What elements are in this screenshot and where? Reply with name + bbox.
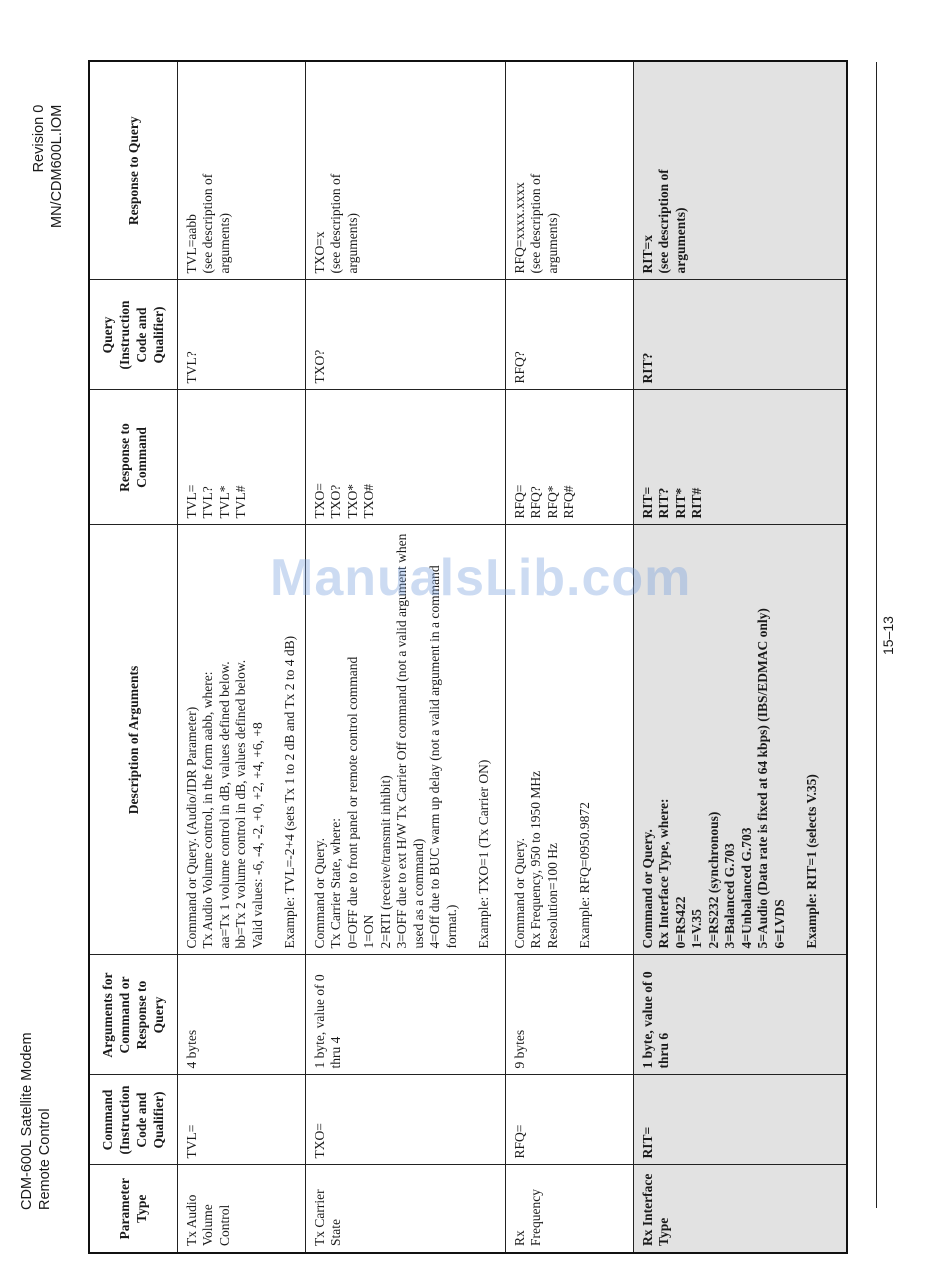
cell-command: RIT= bbox=[633, 1075, 847, 1165]
response-line: RFQ= bbox=[511, 484, 527, 519]
table-row bbox=[505, 61, 633, 1253]
header-query: Query (Instruction Code and Qualifier) bbox=[89, 280, 177, 390]
response-line: TVL= bbox=[183, 484, 199, 519]
query-response-line: (see description of bbox=[656, 169, 671, 274]
description-line: 3=Balanced G.703 bbox=[722, 843, 737, 949]
response-line: TXO= bbox=[311, 483, 327, 519]
cell-response-to-command bbox=[305, 390, 505, 525]
cell-parameter-type: Tx Carrier State bbox=[305, 1165, 505, 1253]
cell-arguments: 1 byte, value of 0 thru 6 bbox=[633, 955, 847, 1075]
header-arguments: Arguments for Command or Response to Query bbox=[89, 955, 177, 1075]
command-table bbox=[88, 60, 848, 1254]
description-line: Command or Query. bbox=[511, 838, 527, 949]
response-line: RIT# bbox=[689, 487, 704, 519]
cell-command: RFQ= bbox=[505, 1075, 633, 1165]
response-line: RIT* bbox=[672, 487, 688, 519]
query-response-line: (see description of bbox=[328, 173, 343, 274]
description-example: Example: RIT=1 (selects V.35) bbox=[804, 774, 819, 949]
description-example: Example: TVL=-2+4 (sets Tx 1 to 2 dB and Tx 2 to 4 dB) bbox=[282, 635, 297, 949]
description-line: Command or Query. bbox=[311, 838, 327, 949]
description-line: 3=OFF due to ext H/W Tx Carrier Off command (not a valid argument when used as a command) bbox=[394, 533, 426, 949]
cell-query: TXO? bbox=[305, 280, 505, 390]
header-document-id: MN/CDM600L.IOM bbox=[49, 104, 65, 228]
query-response-line: arguments) bbox=[216, 213, 232, 274]
query-response-line: RIT=x bbox=[639, 235, 655, 274]
header-product-title: CDM-600L Satellite Modem bbox=[19, 1032, 35, 1210]
page-number: 15–13 bbox=[880, 616, 896, 655]
cell-response-to-query bbox=[505, 61, 633, 280]
cell-parameter-type: Rx Interface Type bbox=[633, 1165, 847, 1253]
description-line: 0=OFF due to front panel or remote control command bbox=[344, 656, 360, 949]
header-left bbox=[18, 1032, 54, 1210]
header-response-to-command: Response to Command bbox=[89, 390, 177, 525]
cell-arguments: 1 byte, value of 0 thru 4 bbox=[305, 955, 505, 1075]
header-revision: Revision 0 bbox=[31, 104, 47, 173]
response-line: TXO# bbox=[361, 484, 376, 519]
description-line: 4=Off due to BUC warm up delay (not a valid argument in a command format.) bbox=[427, 565, 459, 949]
query-response-line: TXO=x bbox=[311, 231, 327, 274]
description-line: Command or Query. (Audio/IDR Parameter) bbox=[183, 706, 199, 949]
cell-response-to-query bbox=[305, 61, 505, 280]
header-command: Command (Instruction Code and Qualifier) bbox=[89, 1075, 177, 1165]
description-line: 5=Audio (Data rate is fixed at 64 kbps) (IBS/EDMAC only) bbox=[755, 608, 770, 949]
description-line: Valid values: -6, -4, -2, +0, +2, +4, +6, +8 bbox=[249, 722, 265, 949]
cell-parameter-type: Tx Audio Volume Control bbox=[177, 1165, 305, 1253]
cell-query: RIT? bbox=[633, 280, 847, 390]
response-line: TVL? bbox=[200, 486, 215, 519]
table-row-highlighted bbox=[633, 61, 847, 1253]
query-response-line: (see description of bbox=[200, 173, 215, 274]
description-line: 4=Unbalanced G.703 bbox=[738, 827, 754, 949]
response-line: RFQ* bbox=[544, 485, 560, 519]
cell-response-to-command bbox=[633, 390, 847, 525]
command-table-container bbox=[88, 62, 842, 1254]
description-line: 2=RS232 (synchronous) bbox=[705, 811, 721, 949]
cell-query: TVL? bbox=[177, 280, 305, 390]
description-spacer bbox=[788, 532, 804, 949]
query-response-line: arguments) bbox=[672, 207, 688, 274]
header-section-title: Remote Control bbox=[37, 1108, 53, 1210]
query-response-line: arguments) bbox=[544, 213, 560, 274]
response-line: TXO* bbox=[344, 484, 360, 519]
description-line: aa=Tx 1 volume control in dB, values defined below. bbox=[216, 661, 232, 949]
description-line: 2=RTI (receive/transmit inhibit) bbox=[377, 775, 393, 949]
cell-arguments: 9 bytes bbox=[505, 955, 633, 1075]
cell-response-to-command bbox=[177, 390, 305, 525]
response-line: TXO? bbox=[328, 484, 343, 519]
description-line: Rx Interface Type, where: bbox=[656, 798, 671, 949]
table-header-row bbox=[89, 61, 177, 1253]
description-line: Command or Query. bbox=[639, 829, 655, 949]
description-line: Resolution=100 Hz bbox=[544, 843, 560, 949]
header-parameter-type: Parameter Type bbox=[89, 1165, 177, 1253]
cell-command: TVL= bbox=[177, 1075, 305, 1165]
cell-arguments: 4 bytes bbox=[177, 955, 305, 1075]
description-example: Example: TXO=1 (Tx Carrier ON) bbox=[476, 759, 491, 949]
description-line: 1=ON bbox=[361, 914, 376, 949]
cell-response-to-query bbox=[633, 61, 847, 280]
table-row bbox=[177, 61, 305, 1253]
cell-command: TXO= bbox=[305, 1075, 505, 1165]
cell-parameter-type: Rx Frequency bbox=[505, 1165, 633, 1253]
header-response-to-query: Response to Query bbox=[89, 61, 177, 280]
cell-query: RFQ? bbox=[505, 280, 633, 390]
description-line: Tx Audio Volume control, in the form aabb, where: bbox=[200, 671, 215, 949]
response-line: RFQ# bbox=[561, 485, 576, 519]
response-line: RFQ? bbox=[528, 486, 543, 519]
description-line: 6=LVDS bbox=[771, 899, 787, 949]
response-line: RIT? bbox=[656, 487, 671, 519]
header-description: Description of Arguments bbox=[89, 525, 177, 955]
cell-response-to-command bbox=[505, 390, 633, 525]
description-line: 0=RS422 bbox=[672, 896, 688, 949]
header-right bbox=[30, 105, 66, 228]
description-line: bb=Tx 2 volume control in dB, values defined below. bbox=[233, 659, 248, 949]
description-line: Tx Carrier State, where: bbox=[328, 818, 343, 949]
response-line: RIT= bbox=[639, 486, 655, 519]
response-line: TVL# bbox=[233, 485, 248, 519]
query-response-line: (see description of bbox=[528, 173, 543, 274]
query-response-line: RFQ=xxxx.xxxx bbox=[511, 182, 527, 274]
response-line: TVL* bbox=[216, 485, 232, 519]
description-example: Example: RFQ=0950.9872 bbox=[577, 802, 592, 949]
description-line: Rx Frequency, 950 to 1950 MHz bbox=[528, 770, 543, 949]
page-rule bbox=[876, 62, 877, 1208]
watermark: ManualsLib.com bbox=[270, 549, 692, 607]
table-row bbox=[305, 61, 505, 1253]
cell-response-to-query bbox=[177, 61, 305, 280]
query-response-line: arguments) bbox=[344, 213, 360, 274]
query-response-line: TVL=aabb bbox=[183, 214, 199, 274]
description-line: 1=V.35 bbox=[689, 909, 704, 949]
